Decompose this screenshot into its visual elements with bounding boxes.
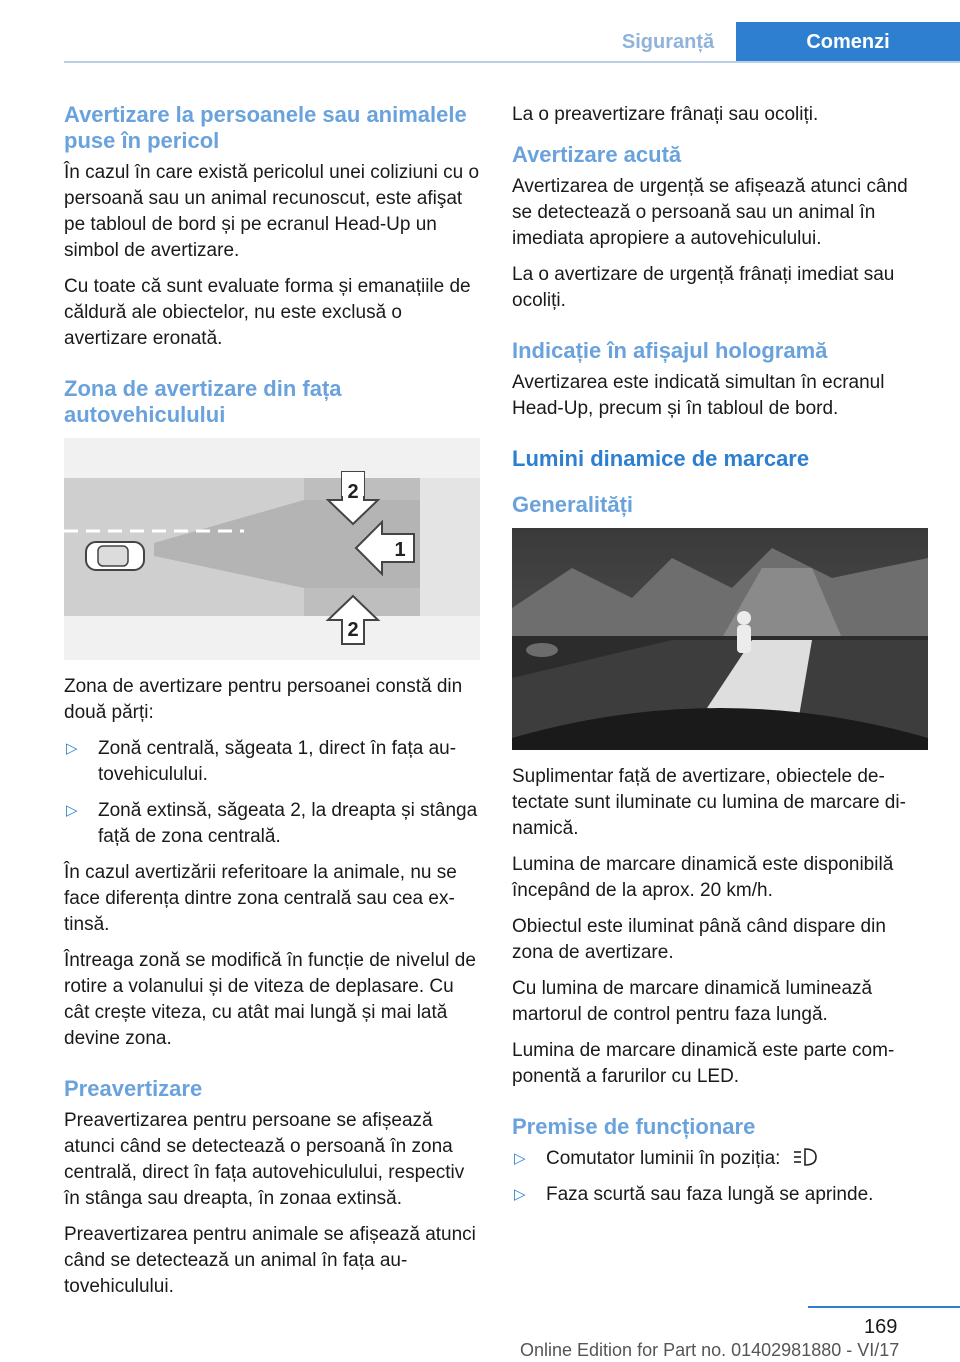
heading-dynamic-lights: Lumini dinamice de marcare	[512, 446, 810, 471]
night-scene-figure	[512, 528, 928, 750]
paragraph: Suplimentar față de avertizare, obiectele detectate sunt iluminate cu lumina de marcare dinamică.	[512, 766, 906, 839]
list-item: ▷ Zonă extinsă, săgeata 2, la dreapta și stânga față de zona centrală.	[66, 800, 478, 847]
footer-divider	[808, 1306, 960, 1308]
paragraph: Lumina de marcare dinamică este disponibilă începând de la aprox. 20 km/h.	[512, 854, 894, 901]
triangle-bullet-icon: ▷	[66, 802, 78, 819]
night-scene-photo	[512, 528, 928, 750]
heading-general: Generalități	[512, 492, 634, 517]
label-1: 1	[394, 539, 406, 561]
zone-bullet-list	[64, 736, 482, 850]
list-item: ▷ Comutator luminii în poziția:	[512, 1146, 930, 1172]
header-chapter-tab: Comenzi	[736, 22, 960, 62]
warning-zone-figure	[64, 438, 480, 660]
paragraph: Întreaga zonă se modifică în funcție de nivelul de rotire a volanului și de viteza de deplasare. Cu cât crește viteza, cu atât mai lungă și mai lată devine zona.	[64, 950, 476, 1049]
auto-headlight-icon	[792, 1146, 818, 1168]
paragraph: Obiectul este iluminat până când dispare din zona de avertizare.	[512, 916, 886, 963]
paragraph: Cu toate că sunt evaluate forma și emanațiile de căldură ale obiectelor, nu este exclusă o avertizare eronată.	[64, 276, 471, 349]
warning-zone-diagram	[64, 438, 480, 660]
header-section-tab: Siguranță	[621, 31, 715, 53]
list-item: ▷ Zonă centrală, săgeata 1, direct în fața autovehiculului.	[66, 738, 457, 785]
edition-text: Online Edition for Part no. 01402981880 - VI/17	[520, 1340, 900, 1360]
paragraph: La o preavertizare frânați sau ocoliți.	[512, 104, 819, 125]
heading-warning-zone: Zona de avertizare din fața autovehiculului	[64, 376, 342, 427]
paragraph: Zona de avertizare pentru persoanei constă din două părți:	[64, 676, 463, 723]
heading-acute-warning: Avertizare acută	[512, 142, 682, 167]
paragraph: Avertizarea de urgență se afișează atunci când se detectează o persoană sau un animal în imediata apropiere a autovehiculului.	[512, 176, 908, 249]
right-column	[512, 102, 930, 1218]
paragraph: Lumina de marcare dinamică este parte componentă a farurilor cu LED.	[512, 1040, 895, 1087]
heading-prewarning: Preavertizare	[64, 1076, 203, 1101]
label-2-bottom: 2	[347, 619, 359, 641]
left-column	[64, 102, 482, 1310]
heading-prerequisites: Premise de funcționare	[512, 1114, 756, 1139]
triangle-bullet-icon: ▷	[514, 1150, 526, 1167]
car-icon	[86, 542, 144, 570]
page-number: 169	[864, 1316, 898, 1338]
pedestrian-icon	[737, 611, 751, 653]
paragraph: În cazul avertizării referitoare la animale, nu se face diferența dintre zona centrală sau cea extinsă.	[64, 862, 457, 935]
paragraph: Preavertizarea pentru persoane se afișează atunci când se detectează o persoană în zona centrală, direct în fața autovehiculului, respectiv în stânga sau dreapta, în zonaa extinsă.	[64, 1110, 465, 1209]
header-divider	[64, 61, 960, 63]
paragraph: Avertizarea este indicată simultan în ecranul Head-Up, precum și în tabloul de bord.	[512, 372, 885, 419]
triangle-bullet-icon: ▷	[66, 740, 78, 757]
prerequisites-list	[512, 1146, 930, 1208]
paragraph: La o avertizare de urgență frânați imediat sau ocoliți.	[512, 264, 895, 311]
paragraph: Preavertizarea pentru animale se afișează atunci când se detectează un animal în fața autovehiculului.	[64, 1224, 476, 1297]
paragraph: Cu lumina de marcare dinamică luminează martorul de control pentru faza lungă.	[512, 978, 873, 1025]
list-item: ▷ Faza scurtă sau faza lungă se aprinde.	[512, 1182, 930, 1208]
heading-hologram: Indicație în afișajul hologramă	[512, 338, 828, 363]
paragraph: În cazul în care există pericolul unei coliziuni cu o persoană sau un animal recunoscut, este afişat pe tabloul de bord și pe ecranul Head-Up un simbol de avertizare.	[64, 162, 480, 261]
triangle-bullet-icon: ▷	[514, 1186, 526, 1203]
label-2-top: 2	[347, 481, 359, 503]
heading-warning-danger: Avertizare la persoanele sau animalele puse în pericol	[64, 102, 467, 153]
